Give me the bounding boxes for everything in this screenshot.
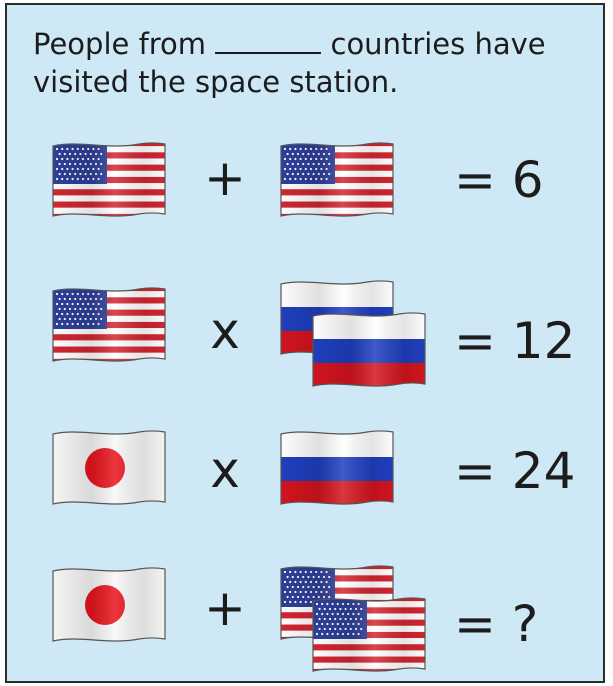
multiply-operator: x: [210, 441, 240, 499]
usa-flag-icon: [49, 285, 169, 365]
equation-row-4: [7, 557, 607, 667]
plus-operator: +: [204, 579, 246, 637]
usa-flag-icon: [277, 140, 397, 220]
equation-row-1: [7, 123, 607, 233]
answer-blank: [215, 28, 321, 54]
japan-flag-icon: [49, 428, 169, 508]
puzzle-question: [33, 25, 546, 101]
usa-flag-icon: [309, 595, 429, 675]
question-text-line2: visited the space station.: [33, 65, 399, 99]
puzzle-panel: [5, 3, 605, 683]
question-text-start: People from: [33, 27, 216, 61]
japan-flag-icon: [49, 565, 169, 645]
multiply-operator: x: [210, 302, 240, 360]
equation-result: = 6: [454, 151, 544, 209]
equation-result: = 12: [454, 312, 576, 370]
equation-result: = 24: [454, 442, 576, 500]
equation-row-2: [7, 273, 607, 383]
question-text-end: countries have: [321, 27, 546, 61]
equation-row-3: [7, 418, 607, 528]
usa-flag-icon: [49, 140, 169, 220]
equation-result: = ?: [454, 595, 539, 653]
plus-operator: +: [204, 149, 246, 207]
russia-flag-icon: [309, 310, 429, 390]
russia-flag-icon: [277, 428, 397, 508]
